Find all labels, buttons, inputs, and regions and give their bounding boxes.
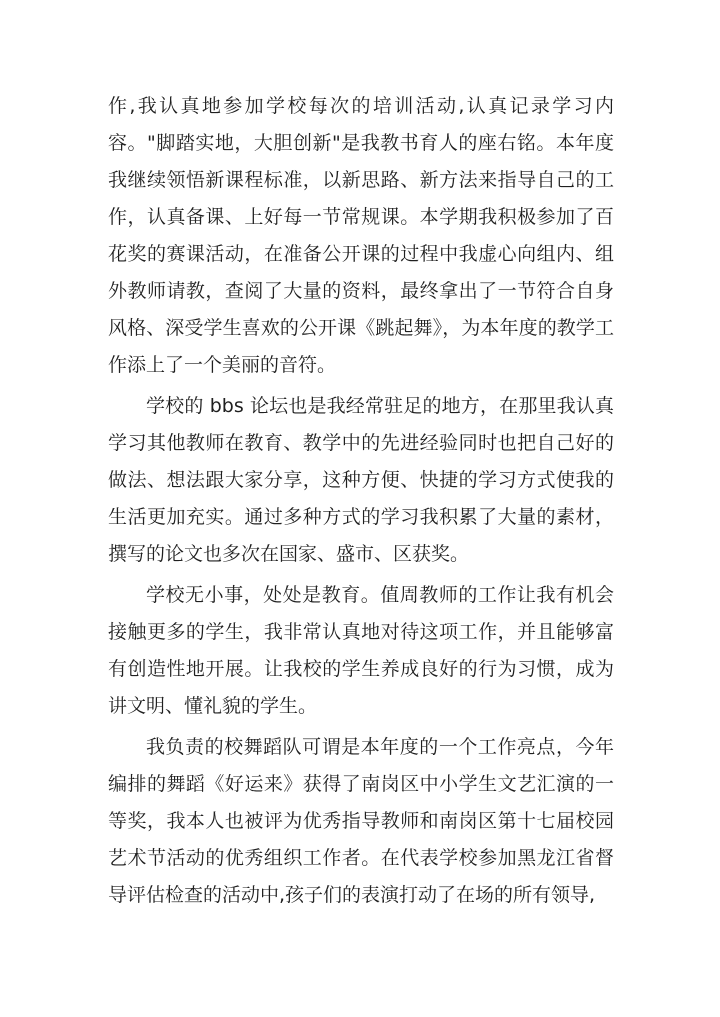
paragraph-3: 学校无小事，处处是教育。值周教师的工作让我有机会接触更多的学生，我非常认真地对待这项工作，并且能够富有创造性地开展。让我校的学生养成良好的行为习惯，成为讲文明、懂礼貌的学生。	[108, 584, 614, 717]
document-body	[108, 88, 614, 918]
paragraph-1: 作,我认真地参加学校每次的培训活动,认真记录学习内容。"脚踏实地，大胆创新"是我教书育人的座右铭。本年度我继续领悟新课程标准，以新思路、新方法来指导自己的工作，认真备课、上好每一节常规课。本学期我积极参加了百花奖的赛课活动，在准备公开课的过程中我虚心向组内、组外教师请教，查阅了大量的资料，最终拿出了一节符合自身风格、深受学生喜欢的公开课《跳起舞》，为本年度的教学工作添上了一个美丽的音符。	[108, 95, 614, 376]
paragraph-2: 学校的 bbs 论坛也是我经常驻足的地方，在那里我认真学习其他教师在教育、教学中的先进经验同时也把自己好的做法、想法跟大家分享，这种方便、快捷的学习方式使我的生活更加充实。通过多种方式的学习我积累了大量的素材，撰写的论文也多次在国家、盛市、区获奖。	[108, 395, 614, 565]
paragraph-4: 我负责的校舞蹈队可谓是本年度的一个工作亮点，今年编排的舞蹈《好运来》获得了南岗区中小学生文艺汇演的一等奖，我本人也被评为优秀指导教师和南岗区第十七届校园艺术节活动的优秀组织工作者。在代表学校参加黑龙江省督导评估检查的活动中,孩子们的表演打动了在场的所有领导,	[108, 736, 614, 906]
